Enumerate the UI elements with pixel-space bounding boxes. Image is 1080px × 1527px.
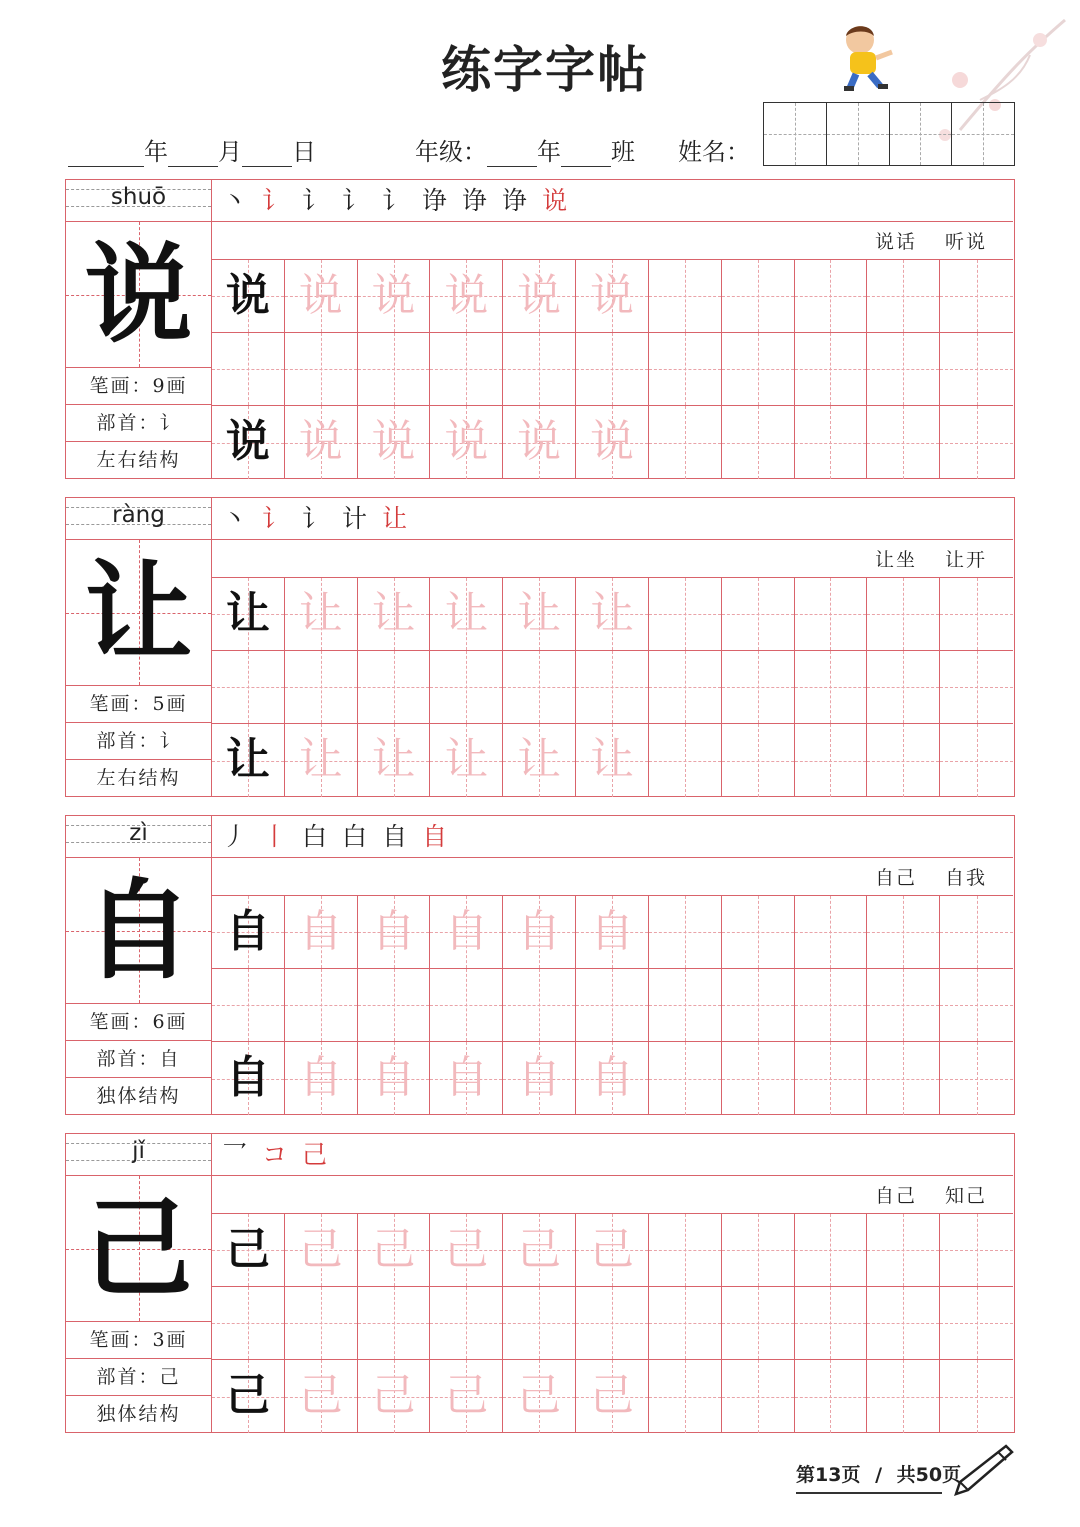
radical: 部首：己 — [66, 1359, 211, 1396]
trace-cell[interactable]: 自 — [358, 896, 431, 968]
example-words — [212, 222, 1013, 260]
structure: 左右结构 — [96, 767, 181, 789]
example-word: 让坐 — [874, 549, 917, 571]
pinyin-box — [66, 816, 211, 858]
character-info-panel — [66, 498, 212, 796]
month-label: 月 — [218, 138, 242, 166]
writing-cell[interactable] — [285, 969, 358, 1041]
writing-cell[interactable] — [576, 333, 649, 405]
character-info-panel — [66, 180, 212, 478]
practice-row — [212, 260, 1013, 333]
year-label: 年 — [144, 138, 168, 166]
stroke-step: 诤 — [422, 186, 448, 215]
writing-cell[interactable] — [940, 896, 1013, 968]
grade-class-blank[interactable] — [561, 140, 611, 167]
stroke-step: 丶 — [222, 186, 248, 215]
name-cell[interactable] — [890, 103, 953, 165]
writing-cell[interactable] — [867, 1214, 940, 1286]
practice-row — [212, 724, 1013, 797]
stroke-step: 诤 — [462, 186, 488, 215]
stroke-step: 说 — [542, 186, 568, 215]
trace-cell[interactable]: 说 — [358, 260, 431, 332]
practice-row — [212, 969, 1013, 1042]
model-character-box — [66, 1176, 211, 1322]
pinyin: shuō — [110, 184, 167, 210]
model-character: 己 — [84, 1186, 193, 1312]
name-cell[interactable] — [952, 103, 1014, 165]
writing-cell[interactable] — [649, 969, 722, 1041]
writing-cell[interactable] — [358, 651, 431, 723]
trace-cell[interactable]: 自 — [503, 896, 576, 968]
model-character-box — [66, 222, 211, 368]
writing-cell[interactable] — [649, 724, 722, 797]
model-cell: 己 — [212, 1360, 285, 1433]
stroke-count: 笔画：3画 — [66, 1322, 211, 1359]
year-blank[interactable] — [68, 140, 144, 167]
writing-cell[interactable] — [503, 333, 576, 405]
example-word: 让开 — [944, 549, 987, 571]
writing-cell[interactable] — [867, 969, 940, 1041]
model-cell: 说 — [212, 406, 285, 479]
practice-row — [212, 333, 1013, 406]
trace-cell[interactable]: 自 — [358, 1042, 431, 1115]
stroke-step: 白 — [302, 822, 328, 851]
radical: 部首：自 — [66, 1041, 211, 1078]
trace-cell[interactable]: 自 — [430, 1042, 503, 1115]
stroke-step: 让 — [382, 504, 408, 533]
writing-cell[interactable] — [722, 578, 795, 650]
character-block — [65, 815, 1015, 1115]
stroke-step: 自 — [422, 822, 448, 851]
trace-cell[interactable]: 己 — [576, 1214, 649, 1286]
writing-cell[interactable] — [795, 1042, 868, 1115]
trace-cell[interactable]: 说 — [430, 406, 503, 479]
pen-icon — [946, 1442, 1016, 1497]
trace-cell[interactable]: 己 — [358, 1360, 431, 1433]
name-cell[interactable] — [764, 103, 827, 165]
writing-cell[interactable] — [649, 578, 722, 650]
writing-cell[interactable] — [940, 333, 1013, 405]
writing-cell[interactable] — [430, 333, 503, 405]
trace-cell[interactable]: 说 — [503, 406, 576, 479]
trace-cell[interactable]: 让 — [503, 578, 576, 650]
writing-cell[interactable] — [940, 1214, 1013, 1286]
example-words — [212, 858, 1013, 896]
example-word: 听说 — [944, 231, 987, 253]
writing-cell[interactable] — [722, 406, 795, 479]
writing-cell[interactable] — [430, 1287, 503, 1359]
trace-cell[interactable]: 让 — [576, 578, 649, 650]
trace-cell[interactable]: 己 — [285, 1360, 358, 1433]
stroke-step: 讠 — [382, 186, 408, 215]
trace-cell[interactable]: 说 — [576, 406, 649, 479]
total-pages: 共50页 — [896, 1464, 962, 1486]
writing-cell[interactable] — [576, 969, 649, 1041]
practice-row — [212, 1042, 1013, 1115]
practice-row — [212, 406, 1013, 479]
example-words — [212, 540, 1013, 578]
month-blank[interactable] — [168, 140, 218, 167]
writing-cell[interactable] — [722, 896, 795, 968]
writing-cell[interactable] — [940, 724, 1013, 797]
writing-cell[interactable] — [795, 1360, 868, 1433]
grade-field — [415, 132, 635, 166]
practice-row — [212, 1214, 1013, 1287]
writing-cell[interactable] — [649, 651, 722, 723]
trace-cell[interactable]: 说 — [576, 260, 649, 332]
writing-cell[interactable] — [867, 406, 940, 479]
practice-row — [212, 896, 1013, 969]
writing-cell[interactable] — [649, 406, 722, 479]
radical: 部首：讠 — [66, 405, 211, 442]
stroke-step: 己 — [302, 1140, 328, 1169]
trace-cell[interactable]: 自 — [576, 1042, 649, 1115]
example-word: 知己 — [944, 1185, 987, 1207]
stroke-step: 讠 — [262, 186, 288, 215]
writing-cell[interactable] — [212, 333, 285, 405]
trace-cell[interactable]: 自 — [285, 1042, 358, 1115]
stroke-step: 讠 — [302, 504, 328, 533]
stroke-order — [212, 816, 1013, 858]
stroke-step: 乛 — [222, 1140, 248, 1169]
stroke-step: 讠 — [302, 186, 328, 215]
trace-cell[interactable]: 己 — [358, 1214, 431, 1286]
name-label: 姓名： — [678, 138, 750, 166]
trace-cell[interactable]: 己 — [503, 1360, 576, 1433]
trace-cell[interactable]: 说 — [358, 406, 431, 479]
writing-cell[interactable] — [795, 651, 868, 723]
example-word: 自己 — [874, 867, 917, 889]
character-block — [65, 1133, 1015, 1433]
writing-cell[interactable] — [649, 1360, 722, 1433]
model-cell: 己 — [212, 1214, 285, 1286]
writing-cell[interactable] — [940, 969, 1013, 1041]
writing-cell[interactable] — [795, 969, 868, 1041]
writing-cell[interactable] — [649, 260, 722, 332]
current-page: 第13页 — [796, 1464, 861, 1486]
writing-cell[interactable] — [649, 1287, 722, 1359]
writing-cell[interactable] — [722, 1042, 795, 1115]
footer-underline — [796, 1492, 942, 1494]
pinyin: jǐ — [132, 1138, 145, 1164]
writing-cell[interactable] — [795, 578, 868, 650]
model-cell: 说 — [212, 260, 285, 332]
writing-cell[interactable] — [722, 969, 795, 1041]
example-word: 自己 — [874, 1185, 917, 1207]
name-box[interactable] — [763, 102, 1015, 166]
trace-cell[interactable]: 自 — [503, 1042, 576, 1115]
stroke-step: 丨 — [262, 822, 288, 851]
writing-cell[interactable] — [795, 1214, 868, 1286]
trace-cell[interactable]: 让 — [430, 578, 503, 650]
model-cell: 让 — [212, 578, 285, 650]
stroke-step: コ — [262, 1140, 288, 1169]
practice-area — [212, 816, 1013, 1114]
trace-cell[interactable]: 说 — [430, 260, 503, 332]
writing-cell[interactable] — [795, 896, 868, 968]
trace-cell[interactable]: 说 — [285, 260, 358, 332]
date-field — [68, 132, 316, 166]
practice-area — [212, 1134, 1013, 1432]
trace-cell[interactable]: 己 — [576, 1360, 649, 1433]
trace-cell[interactable]: 让 — [285, 724, 358, 797]
trace-cell[interactable]: 说 — [503, 260, 576, 332]
writing-cell[interactable] — [867, 333, 940, 405]
writing-cell[interactable] — [940, 1042, 1013, 1115]
example-words — [212, 1176, 1013, 1214]
trace-cell[interactable]: 己 — [285, 1214, 358, 1286]
practice-area — [212, 180, 1013, 478]
model-character-box — [66, 540, 211, 686]
writing-cell[interactable] — [867, 724, 940, 797]
grade-year-label: 年 — [537, 138, 561, 166]
writing-cell[interactable] — [212, 1287, 285, 1359]
writing-cell[interactable] — [430, 969, 503, 1041]
grade-label: 年级： — [415, 138, 487, 166]
stroke-order — [212, 1134, 1013, 1176]
writing-cell[interactable] — [940, 578, 1013, 650]
trace-cell[interactable]: 让 — [358, 578, 431, 650]
trace-cell[interactable]: 己 — [503, 1214, 576, 1286]
writing-cell[interactable] — [867, 578, 940, 650]
name-cell[interactable] — [827, 103, 890, 165]
pinyin-box — [66, 180, 211, 222]
writing-cell[interactable] — [722, 1360, 795, 1433]
writing-cell[interactable] — [503, 969, 576, 1041]
writing-cell[interactable] — [722, 333, 795, 405]
trace-cell[interactable]: 自 — [430, 896, 503, 968]
writing-cell[interactable] — [285, 1287, 358, 1359]
writing-cell[interactable] — [940, 1287, 1013, 1359]
writing-cell[interactable] — [212, 969, 285, 1041]
writing-cell[interactable] — [649, 333, 722, 405]
trace-cell[interactable]: 让 — [430, 724, 503, 797]
writing-cell[interactable] — [940, 1360, 1013, 1433]
stroke-step: 丿 — [222, 822, 248, 851]
stroke-order — [212, 498, 1013, 540]
structure: 独体结构 — [96, 1085, 181, 1107]
character-block — [65, 497, 1015, 797]
stroke-step: 丶 — [222, 504, 248, 533]
stroke-count: 笔画：6画 — [66, 1004, 211, 1041]
trace-cell[interactable]: 让 — [576, 724, 649, 797]
character-info-panel — [66, 816, 212, 1114]
stroke-step: 讠 — [342, 186, 368, 215]
writing-cell[interactable] — [576, 1287, 649, 1359]
model-cell: 让 — [212, 724, 285, 797]
practice-area — [212, 498, 1013, 796]
writing-cell[interactable] — [867, 896, 940, 968]
trace-cell[interactable]: 让 — [285, 578, 358, 650]
pinyin: zì — [129, 820, 148, 846]
writing-cell[interactable] — [358, 333, 431, 405]
trace-cell[interactable]: 自 — [576, 896, 649, 968]
writing-cell[interactable] — [285, 651, 358, 723]
practice-row — [212, 578, 1013, 651]
trace-cell[interactable]: 让 — [503, 724, 576, 797]
writing-cell[interactable] — [795, 260, 868, 332]
model-character-box — [66, 858, 211, 1004]
character-info-panel — [66, 1134, 212, 1432]
trace-cell[interactable]: 己 — [430, 1360, 503, 1433]
writing-cell[interactable] — [867, 1287, 940, 1359]
writing-cell[interactable] — [722, 724, 795, 797]
stroke-step: 计 — [342, 504, 368, 533]
stroke-step: 自 — [382, 822, 408, 851]
practice-row — [212, 651, 1013, 724]
stroke-step: 诤 — [502, 186, 528, 215]
page-number — [796, 1460, 961, 1487]
practice-row — [212, 1360, 1013, 1433]
trace-cell[interactable]: 己 — [430, 1214, 503, 1286]
writing-cell[interactable] — [358, 969, 431, 1041]
grade-class-label: 班 — [611, 138, 635, 166]
model-cell: 自 — [212, 896, 285, 968]
writing-cell[interactable] — [940, 651, 1013, 723]
trace-cell[interactable]: 让 — [358, 724, 431, 797]
writing-cell[interactable] — [285, 333, 358, 405]
writing-cell[interactable] — [722, 1287, 795, 1359]
pinyin-box — [66, 498, 211, 540]
writing-cell[interactable] — [649, 896, 722, 968]
writing-cell[interactable] — [649, 1214, 722, 1286]
day-blank[interactable] — [242, 140, 292, 167]
writing-cell[interactable] — [722, 260, 795, 332]
model-cell: 自 — [212, 1042, 285, 1115]
stroke-step: 白 — [342, 822, 368, 851]
writing-cell[interactable] — [649, 1042, 722, 1115]
writing-cell[interactable] — [867, 260, 940, 332]
model-character: 说 — [84, 232, 193, 358]
writing-cell[interactable] — [867, 651, 940, 723]
pinyin-box — [66, 1134, 211, 1176]
model-character: 让 — [84, 550, 193, 676]
writing-cell[interactable] — [212, 651, 285, 723]
character-block — [65, 179, 1015, 479]
example-word: 说话 — [874, 231, 917, 253]
practice-row — [212, 1287, 1013, 1360]
stroke-step: 讠 — [262, 504, 288, 533]
stroke-order — [212, 180, 1013, 222]
stroke-count: 笔画：9画 — [66, 368, 211, 405]
page-separator: / — [875, 1464, 883, 1486]
writing-cell[interactable] — [576, 651, 649, 723]
structure: 左右结构 — [96, 449, 181, 471]
pinyin: ràng — [112, 502, 165, 528]
example-word: 自我 — [944, 867, 987, 889]
structure: 独体结构 — [96, 1403, 181, 1425]
writing-cell[interactable] — [430, 651, 503, 723]
trace-cell[interactable]: 自 — [285, 896, 358, 968]
writing-cell[interactable] — [795, 406, 868, 479]
radical: 部首：讠 — [66, 723, 211, 760]
page-title: 练字字帖 — [441, 41, 649, 99]
writing-cell[interactable] — [503, 1287, 576, 1359]
writing-cell[interactable] — [795, 1287, 868, 1359]
model-character: 自 — [84, 868, 193, 994]
writing-cell[interactable] — [940, 406, 1013, 479]
grade-year-blank[interactable] — [487, 140, 537, 167]
stroke-count: 笔画：5画 — [66, 686, 211, 723]
writing-cell[interactable] — [503, 651, 576, 723]
writing-cell[interactable] — [867, 1042, 940, 1115]
running-boy-illustration — [838, 22, 898, 94]
day-label: 日 — [292, 138, 316, 166]
writing-cell[interactable] — [358, 1287, 431, 1359]
writing-cell[interactable] — [722, 1214, 795, 1286]
writing-cell[interactable] — [795, 724, 868, 797]
writing-cell[interactable] — [867, 1360, 940, 1433]
trace-cell[interactable]: 说 — [285, 406, 358, 479]
writing-cell[interactable] — [795, 333, 868, 405]
writing-cell[interactable] — [940, 260, 1013, 332]
writing-cell[interactable] — [722, 651, 795, 723]
